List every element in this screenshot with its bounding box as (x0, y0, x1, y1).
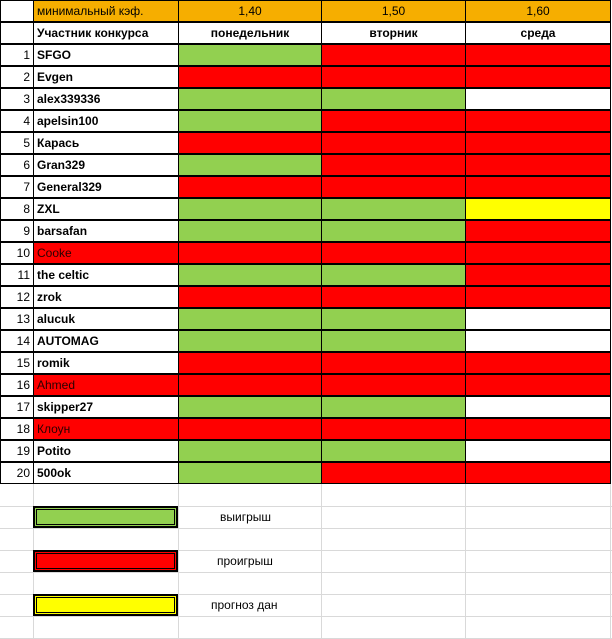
result-cell[interactable] (321, 462, 466, 484)
legend-label: прогноз дан (211, 598, 278, 612)
result-cell[interactable] (321, 220, 466, 242)
result-cell[interactable] (465, 66, 611, 88)
participant-name[interactable]: skipper27 (33, 396, 179, 418)
result-cell[interactable] (178, 440, 322, 462)
row-number[interactable]: 16 (0, 374, 34, 396)
row-number[interactable]: 3 (0, 88, 34, 110)
result-cell[interactable] (321, 110, 466, 132)
participant-name[interactable]: Evgen (33, 66, 179, 88)
result-cell[interactable] (178, 462, 322, 484)
result-cell[interactable] (178, 418, 322, 440)
result-cell[interactable] (321, 330, 466, 352)
result-cell[interactable] (321, 154, 466, 176)
row-number[interactable]: 12 (0, 286, 34, 308)
row-number[interactable]: 7 (0, 176, 34, 198)
row-number[interactable]: 18 (0, 418, 34, 440)
result-cell[interactable] (321, 308, 466, 330)
legend-swatch-yellow (33, 594, 178, 616)
participant-name[interactable]: ZXL (33, 198, 179, 220)
participant-name[interactable]: Ahmed (33, 374, 179, 396)
result-cell[interactable] (465, 330, 611, 352)
result-cell[interactable] (178, 220, 322, 242)
gridline (610, 484, 611, 639)
participant-name[interactable]: AUTOMAG (33, 330, 179, 352)
participant-name[interactable]: apelsin100 (33, 110, 179, 132)
result-cell[interactable] (321, 264, 466, 286)
row-number[interactable]: 19 (0, 440, 34, 462)
result-cell[interactable] (178, 396, 322, 418)
row-number[interactable]: 2 (0, 66, 34, 88)
legend-swatch-red (33, 550, 178, 572)
result-cell[interactable] (321, 242, 466, 264)
day-header[interactable]: понедельник (178, 22, 322, 44)
participant-name[interactable]: alucuk (33, 308, 179, 330)
result-cell[interactable] (178, 286, 322, 308)
result-cell[interactable] (178, 110, 322, 132)
gridline (465, 484, 466, 639)
day-header[interactable]: вторник (321, 22, 466, 44)
row-number[interactable]: 6 (0, 154, 34, 176)
participant-name[interactable]: romik (33, 352, 179, 374)
result-cell[interactable] (178, 132, 322, 154)
legend-swatch-border (36, 509, 175, 525)
result-cell[interactable] (321, 66, 466, 88)
result-cell[interactable] (465, 264, 611, 286)
result-cell[interactable] (465, 308, 611, 330)
result-cell[interactable] (465, 440, 611, 462)
result-cell[interactable] (178, 264, 322, 286)
result-cell[interactable] (178, 198, 322, 220)
coefficient-cell[interactable]: 1,50 (321, 0, 466, 22)
result-cell[interactable] (465, 176, 611, 198)
result-cell[interactable] (178, 44, 322, 66)
row-number[interactable]: 15 (0, 352, 34, 374)
result-cell[interactable] (321, 88, 466, 110)
result-cell[interactable] (465, 44, 611, 66)
coefficient-row (0, 0, 612, 22)
result-cell[interactable] (465, 374, 611, 396)
result-cell[interactable] (178, 308, 322, 330)
result-cell[interactable] (321, 132, 466, 154)
participant-name[interactable]: 500ok (33, 462, 179, 484)
result-cell[interactable] (178, 176, 322, 198)
participant-name[interactable]: Gran329 (33, 154, 179, 176)
result-cell[interactable] (178, 330, 322, 352)
row-number[interactable]: 4 (0, 110, 34, 132)
participant-name[interactable]: Potito (33, 440, 179, 462)
result-cell[interactable] (465, 220, 611, 242)
participant-name[interactable]: the celtic (33, 264, 179, 286)
result-cell[interactable] (465, 110, 611, 132)
result-cell[interactable] (321, 176, 466, 198)
result-cell[interactable] (465, 286, 611, 308)
result-cell[interactable] (178, 154, 322, 176)
participant-name[interactable]: General329 (33, 176, 179, 198)
result-cell[interactable] (321, 440, 466, 462)
legend-label: выигрыш (220, 510, 272, 524)
participant-name[interactable]: SFGO (33, 44, 179, 66)
gridline (0, 528, 612, 529)
min-coef-label[interactable]: минимальный кэф. (33, 0, 179, 22)
gridline (0, 572, 612, 573)
result-cell[interactable] (178, 242, 322, 264)
result-cell[interactable] (321, 418, 466, 440)
participant-name[interactable]: Клоун (33, 418, 179, 440)
result-cell[interactable] (465, 396, 611, 418)
day-header[interactable]: среда (465, 22, 611, 44)
row-number[interactable]: 8 (0, 198, 34, 220)
row-number[interactable]: 9 (0, 220, 34, 242)
gridline (321, 484, 322, 639)
coefficient-cell[interactable]: 1,60 (465, 0, 611, 22)
corner-cell[interactable] (0, 0, 34, 22)
result-cell[interactable] (178, 66, 322, 88)
result-cell[interactable] (465, 88, 611, 110)
row-number[interactable]: 17 (0, 396, 34, 418)
result-cell[interactable] (321, 44, 466, 66)
result-cell[interactable] (178, 352, 322, 374)
legend-swatch-border (36, 553, 175, 569)
gridline (178, 484, 179, 639)
row-number[interactable]: 11 (0, 264, 34, 286)
participant-name[interactable]: alex339336 (33, 88, 179, 110)
result-cell[interactable] (465, 154, 611, 176)
row-number[interactable]: 13 (0, 308, 34, 330)
legend-label: проигрыш (217, 554, 273, 568)
result-cell[interactable] (465, 418, 611, 440)
result-cell[interactable] (465, 352, 611, 374)
coefficient-cell[interactable]: 1,40 (178, 0, 322, 22)
result-cell[interactable] (321, 396, 466, 418)
legend-swatch-green (33, 506, 178, 528)
result-cell[interactable] (178, 88, 322, 110)
result-cell[interactable] (321, 374, 466, 396)
participant-header[interactable]: Участник конкурса (33, 22, 179, 44)
legend-swatch-border (36, 597, 175, 613)
result-cell[interactable] (321, 352, 466, 374)
gridline (0, 616, 612, 617)
result-cell[interactable] (321, 286, 466, 308)
row-number[interactable]: 10 (0, 242, 34, 264)
participant-name[interactable]: zrok (33, 286, 179, 308)
number-header-cell[interactable] (0, 22, 34, 44)
result-cell[interactable] (321, 198, 466, 220)
participant-name[interactable]: Карась (33, 132, 179, 154)
result-cell[interactable] (465, 242, 611, 264)
result-cell[interactable] (178, 374, 322, 396)
result-cell[interactable] (465, 198, 611, 220)
row-number[interactable]: 5 (0, 132, 34, 154)
row-number[interactable]: 1 (0, 44, 34, 66)
result-cell[interactable] (465, 462, 611, 484)
participant-name[interactable]: barsafan (33, 220, 179, 242)
participant-name[interactable]: Cooke (33, 242, 179, 264)
row-number[interactable]: 20 (0, 462, 34, 484)
row-number[interactable]: 14 (0, 330, 34, 352)
result-cell[interactable] (465, 132, 611, 154)
